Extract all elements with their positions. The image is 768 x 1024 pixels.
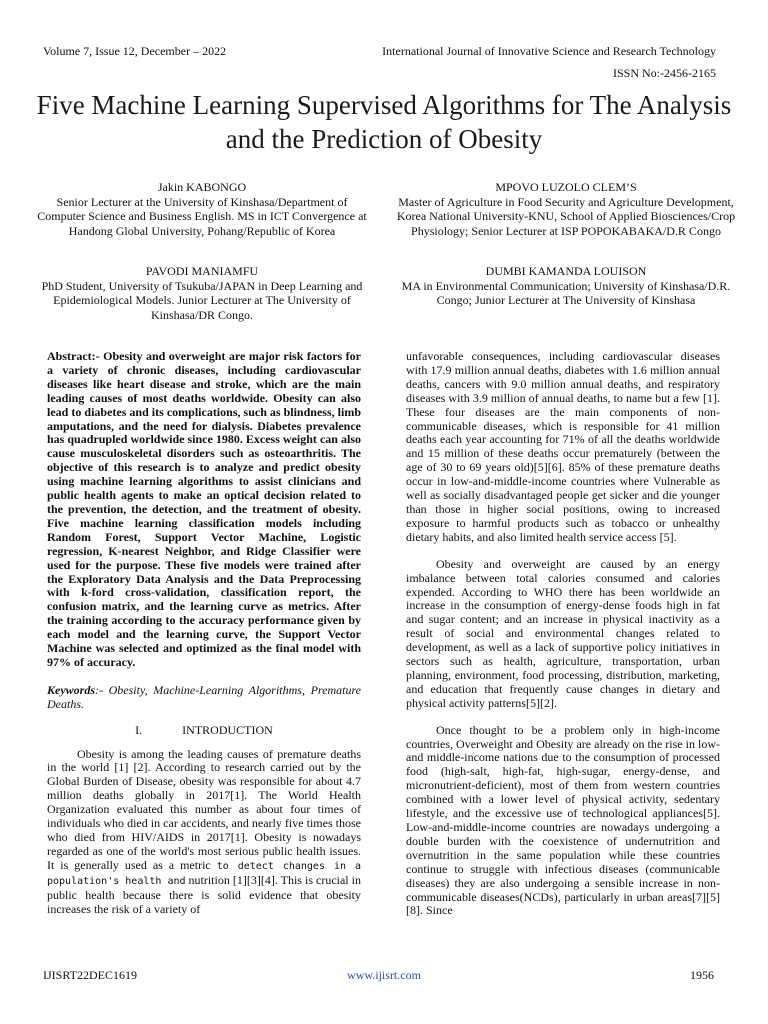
header-issn: ISSN No:-2456-2165 — [612, 66, 716, 80]
body-paragraph-2: Obesity and overweight are caused by an energy imbalance between total calories consumed and calories expended. According to WHO there has been worldwide an increase in the consumption of energy-dense foods high in fat and sugar content; and an increase in physical inactivity as a result of social and environmental changes related to development, as well as a lack of supportive policy initiatives in sectors such as health, agriculture, transportation, urban planning, environment, food processing, distribution, marketing, and education that frequently cause changes in dietary and physical activity patterns[5][2]. — [406, 556, 720, 710]
intro-text-mono: to detect changes in a population's health and — [47, 860, 361, 887]
paper-title: Five Machine Learning Supervised Algorithms for The Analysis and the Prediction of Obesity — [36, 90, 732, 154]
author-affiliation: Master of Agriculture in Food Security and Agriculture Development, Korea National University-KNU, School of Applied Biosciences/Crop Physiology; Senior Lecturer at ISP POPOKABAKA/D.R Congo — [396, 194, 736, 238]
abstract: Abstract:- Obesity and overweight are major risk factors for a variety of chronic diseases, including cardiovascular diseases like heart disease and stroke, which are the main leading causes of most deaths worldwide. Obesity can also lead to diabetes and its complications, such as blindness, limb amputations, and the need for dialysis. Diabetes prevalence has quadrupled worldwide since 1980. Excess weight can also cause musculoskeletal disorders such as osteoarthritis. The objective of this research is to analyze and predict obesity using machine learning algorithms to assist clinicians and public health agents to make an optical decision related to the prevention, the detection, and the treatment of obesity. Five machine learning classification models including Random Forest, Support Vector Machine, Logistic regression, K-nearest Neighbor, and Ridge Classifier were used for the purpose. These five models were trained after the Exploratory Data Analysis and the Data Preprocessing with k-ford cross-validation, classification report, the confusion matrix, and the learning curve as metrics. After the training according to the accuracy performance given by each model and the learning curve, the Support Vector Machine was selected and optimized as the final model with 97% of accuracy. — [47, 349, 361, 669]
author-block-4 — [396, 264, 736, 308]
keywords-separator: :- — [95, 682, 103, 697]
left-column — [47, 350, 361, 916]
author-affiliation: Senior Lecturer at the University of Kinshasa/Department of Computer Science and Business English. MS in ICT Convergence at Handong Global University, Pohang/Republic of Korea — [37, 194, 367, 238]
author-name: DUMBI KAMANDA LOUISON — [485, 264, 647, 278]
footer-url-link[interactable]: www.ijisrt.com — [347, 968, 421, 982]
author-name: Jakin KABONGO — [157, 180, 247, 194]
keywords-text: Obesity, Machine-Learning Algorithms, Premature Deaths. — [47, 682, 362, 711]
section-title: INTRODUCTION — [182, 722, 273, 737]
section-heading — [47, 724, 361, 738]
header-journal: International Journal of Innovative Science and Research Technology — [382, 44, 716, 58]
body-paragraph-3: Once thought to be a problem only in high-income countries, Overweight and Obesity are already on the rise in low- and middle-income nations due to the consumption of processed food (high-salt, high-fat, high-sugar, energy-dense, and micronutrient-deficient), most of them from western countries combined with a lower level of physical activity, sedentary lifestyle, and the excessive use of technological appliances[5]. Low-and-middle-income countries are nowadays undergoing a double burden with the coexistence of undernutrition and overnutrition in the same population while these countries continue to struggle with infectious diseases (communicable diseases) they are also undergoing a sensible increase in non-communicable diseases(NCDs), particularly in urban areas[7][5][8]. Since — [406, 722, 720, 918]
right-column — [406, 350, 720, 918]
intro-text-b: nutrition [1][3][4]. This is crucial in public health because there is solid evidence that obesity increases the risk of a variety of — [47, 872, 361, 916]
footer-code: IJISRT22DEC1619 — [43, 968, 137, 982]
header-volume: Volume 7, Issue 12, December – 2022 — [43, 44, 227, 58]
author-affiliation: PhD Student, University of Tsukuba/JAPAN in Deep Learning and Epidemiological Models. Junior Lecturer at The University of Kinshasa/DR Congo. — [41, 278, 363, 322]
author-block-3 — [32, 264, 372, 322]
author-affiliation: MA in Environmental Communication; University of Kinshasa/D.R. Congo; Junior Lecturer at The University of Kinshasa — [401, 278, 731, 308]
author-block-1 — [32, 180, 372, 238]
author-name: MPOVO LUZOLO CLEM’S — [495, 180, 637, 194]
intro-text-a: Obesity is among the leading causes of premature deaths in the world [1] [2]. According to research carried out by the Global Burden of Disease, obesity was responsible for about 4.7 million deaths globally in 2017[1]. The World Health Organization evaluated this number as about four times of individuals who died in car accidents, and nearly five times those who died from HIV/AIDS in 2017[1]. Obesity is nowadays regarded as one of the world's most serious public health issues. It is generally used as a metric — [47, 746, 361, 872]
keywords — [47, 684, 361, 712]
keywords-label: Keywords — [47, 682, 95, 697]
intro-paragraph-1 — [47, 748, 361, 917]
author-name: PAVODI MANIAMFU — [145, 264, 259, 278]
footer-page-number: 1956 — [690, 968, 714, 982]
body-paragraph-1: unfavorable consequences, including cardiovascular diseases with 17.9 million annual deaths, diabetes with 1.6 million annual deaths, cancers with 9.0 million annual deaths, and respiratory diseases with 3.9 million of annual deaths, to name but a few [1]. These four diseases are the main components of non-communicable diseases, which is responsible for 41 million deaths each year accounting for 71% of all the deaths worldwide and 15 million of these deaths occur prematurely (between the age of 30 to 69 years old)[5][6]. 85% of these premature deaths occur in low-and-middle-income countries where Vulnerable as well as socially disadvantaged people get sicker and die younger than those in higher social positions, owing to increased exposure to harmful products such as tobacco or unhealthy dietary habits, and also limited health service access [5]. — [406, 349, 720, 544]
section-number: I. — [135, 722, 143, 737]
author-block-2 — [396, 180, 736, 238]
